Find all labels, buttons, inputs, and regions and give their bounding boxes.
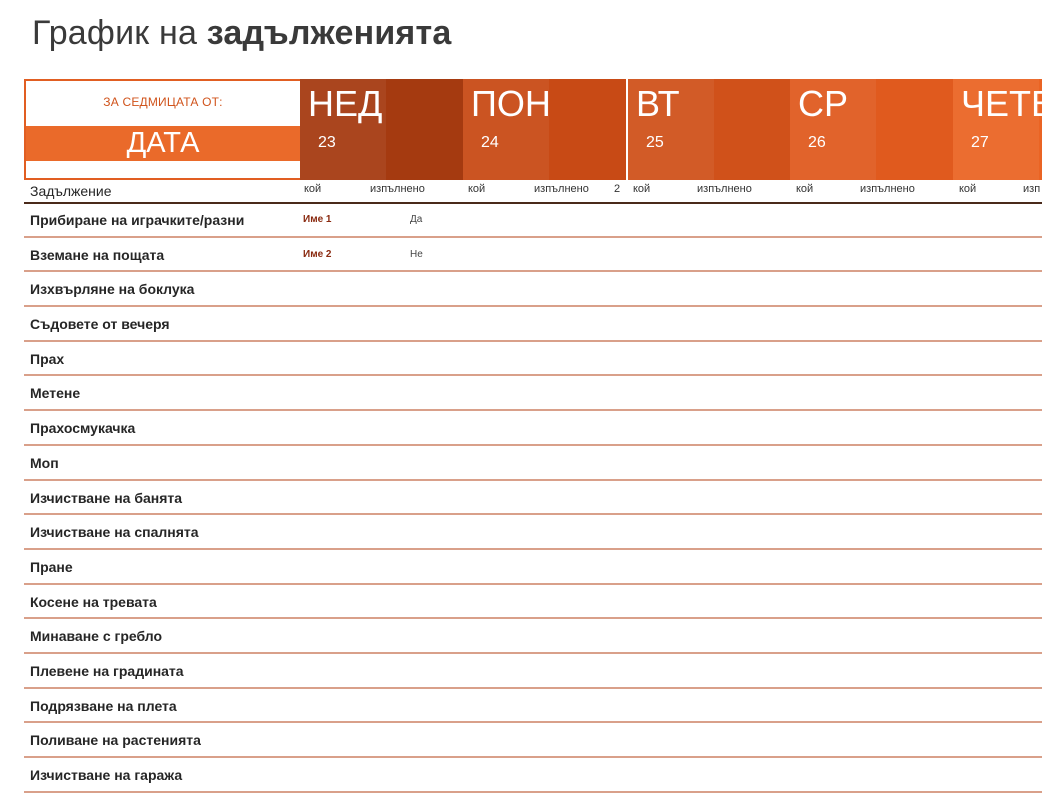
chore-row: [24, 723, 1042, 758]
week-of-label: ЗА СЕДМИЦАТА ОТ:: [103, 95, 223, 109]
day-name: ВТ: [636, 83, 680, 124]
day-header: [463, 79, 626, 180]
chore-column-header: Задължение: [30, 183, 112, 199]
chore-name: Прах: [30, 350, 65, 367]
chore-name: Поливане на растенията: [30, 732, 201, 749]
page-title: [32, 14, 451, 53]
column-subheader: [24, 180, 1042, 204]
chore-row: [24, 550, 1042, 585]
day-number: 25: [646, 134, 664, 151]
chore-name: Пране: [30, 558, 73, 575]
chore-name: Метене: [30, 385, 81, 402]
week-of-box: [24, 79, 302, 180]
chore-name: Подрязване на плета: [30, 697, 177, 714]
who-header: кой: [304, 183, 322, 195]
chore-row: [24, 411, 1042, 446]
week-header: [24, 79, 1055, 180]
chore-name: Изчистване на гаража: [30, 767, 183, 783]
who-header: кой: [633, 183, 651, 195]
day-name: НЕД: [308, 83, 383, 124]
assignee-cell[interactable]: Име 1: [303, 214, 332, 225]
extra-marker: 2: [614, 183, 621, 195]
chore-row: [24, 446, 1042, 481]
chore-name: Плевене на градината: [30, 662, 184, 679]
day-column-3: [628, 79, 791, 180]
done-cell[interactable]: Не: [410, 248, 423, 260]
day-name: СР: [798, 83, 849, 124]
chore-row: [24, 238, 1042, 273]
chore-row: [24, 376, 1042, 411]
chore-row: [24, 689, 1042, 724]
who-header: кой: [959, 183, 977, 195]
chore-row: [24, 619, 1042, 654]
day-number: 23: [318, 134, 336, 151]
chore-row: [24, 342, 1042, 377]
chore-table: [24, 203, 1042, 793]
day-header: [300, 79, 463, 180]
done-cell[interactable]: Да: [410, 214, 423, 225]
chore-name: Минаване с гребло: [30, 628, 163, 645]
done-header: изпълнено: [534, 183, 589, 195]
chore-name: Косене на тревата: [30, 593, 157, 610]
chore-row: [24, 758, 1042, 793]
chore-row: [24, 203, 1042, 238]
chore-row: [24, 307, 1042, 342]
chore-name: Прахосмукачка: [30, 420, 136, 437]
day-name: ПОН: [471, 83, 551, 124]
chore-name: Прибиране на играчките/разни: [30, 212, 245, 228]
done-header: изпълнено: [860, 183, 915, 195]
week-date-field[interactable]: ДАТА: [26, 126, 300, 161]
day-header: [953, 79, 1055, 180]
day-column-2: [463, 79, 626, 180]
chore-name: Изчистване на банята: [30, 489, 183, 506]
day-number: 24: [481, 134, 499, 151]
day-header: [790, 79, 953, 180]
assignee-cell[interactable]: Име 2: [303, 248, 332, 260]
done-header: изп: [1023, 183, 1041, 195]
day-name: ЧЕТВ: [961, 83, 1055, 124]
day-column-5: [953, 79, 1055, 180]
done-header: изпълнено: [370, 183, 425, 195]
chore-name: Изхвърляне на боклука: [30, 281, 195, 298]
title-prefix: График на: [32, 14, 207, 52]
day-column-1: [300, 79, 463, 180]
who-header: кой: [468, 183, 486, 195]
chore-row: [24, 272, 1042, 307]
title-bold: задълженията: [206, 14, 452, 52]
who-header: кой: [796, 183, 814, 195]
day-number: 27: [971, 134, 989, 151]
day-column-4: [790, 79, 953, 180]
chore-row: [24, 654, 1042, 689]
chore-row: [24, 481, 1042, 516]
chore-name: Съдовете от вечеря: [30, 316, 170, 333]
done-header: изпълнено: [697, 183, 752, 195]
chore-row: [24, 585, 1042, 620]
chore-name: Вземане на пощата: [30, 246, 165, 263]
day-number: 26: [808, 134, 826, 151]
day-header: [628, 79, 791, 180]
chore-name: Изчистване на спалнята: [30, 524, 199, 541]
chore-row: [24, 515, 1042, 550]
chore-name: Моп: [30, 454, 59, 471]
